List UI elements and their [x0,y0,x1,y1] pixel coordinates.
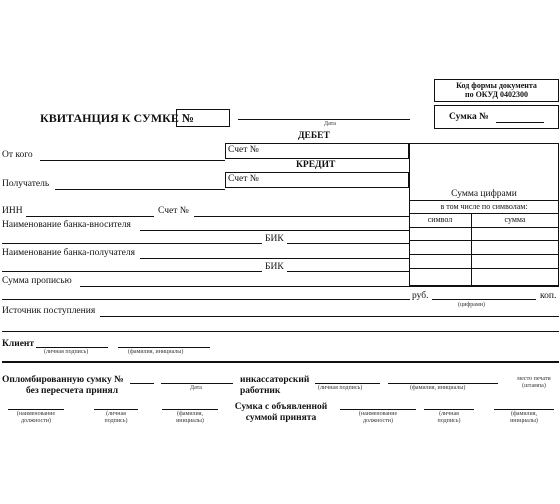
client-name-hint: (фамилия, инициалы) [128,349,184,355]
source-label: Источник поступления [2,306,96,316]
left-position-line1: (наименование [16,411,56,417]
collector-line1: инкассаторский [240,375,310,385]
receipt-title: КВИТАНЦИЯ К СУМКЕ № [40,111,194,125]
sealed-bag-line1: Опломбированную сумку № [2,375,124,385]
left-personal-line1: (личная [106,411,126,417]
rub-label: руб. [412,291,429,301]
inn-account-label: Счет № [158,206,189,216]
bank-bearer-label: Наименование банка-вносителя [2,220,131,230]
right-position-line1: (наименование [358,411,398,417]
inn-label: ИНН [2,206,23,216]
right-position-line2: должности) [363,418,393,424]
sealed-bag-line2: без пересчета принял [26,386,119,396]
right-personal-line1: (личная [439,411,459,417]
bag-number-label: Сумка № [449,112,489,122]
recipient-label: Получатель [2,179,50,189]
left-surname-line1: (фамилия, [176,411,204,417]
bank-recipient-label: Наименование банка-получателя [2,248,135,258]
left-surname-line2: инициалы) [176,418,204,424]
kop-label: коп. [540,291,557,301]
form-code-line2: по ОКУД 0402300 [464,90,529,99]
credit-account-label: Счет № [228,174,259,184]
client-label: Клиент [2,339,35,349]
right-surname-line2: инициалы) [510,418,538,424]
amount-words-label: Сумма прописью [2,276,72,286]
debit-label: ДЕБЕТ [298,131,330,141]
digits-hint: (цифрами) [458,302,485,308]
including-symbols-label: в том числе по символам: [440,202,528,211]
receipt-number-field[interactable] [176,109,230,127]
date-label: Дата [324,121,336,127]
collector-name-hint: (фамилия, инициалы) [410,385,466,391]
bik-label-2: БИК [265,262,284,272]
col-symbol-header: символ [427,215,453,224]
col-sum-header: сумма [504,215,526,224]
left-position-line2: должности) [21,418,51,424]
declared-line1: Сумка с объявленной [234,402,328,412]
form-code-line1: Код формы документа [456,81,537,90]
left-personal-line2: подпись) [104,418,128,424]
from-label: От кого [2,150,33,160]
bik-label-1: БИК [265,234,284,244]
declared-line2: суммой принята [245,413,317,423]
right-personal-line2: подпись) [437,418,461,424]
client-signature-hint: (личная подпись) [44,349,89,355]
collector-line2: работник [240,386,281,396]
amount-digits-label: Сумма цифрами [451,189,517,199]
stamp-line1: место печати [517,376,551,382]
right-surname-line1: (фамилия, [510,411,538,417]
sealed-date-label: Дата [190,385,202,391]
stamp-line2: (штампа) [522,383,546,389]
debit-account-label: Счет № [228,145,259,155]
credit-label: КРЕДИТ [296,160,336,170]
collector-signature-hint: (личная подпись) [318,385,363,391]
